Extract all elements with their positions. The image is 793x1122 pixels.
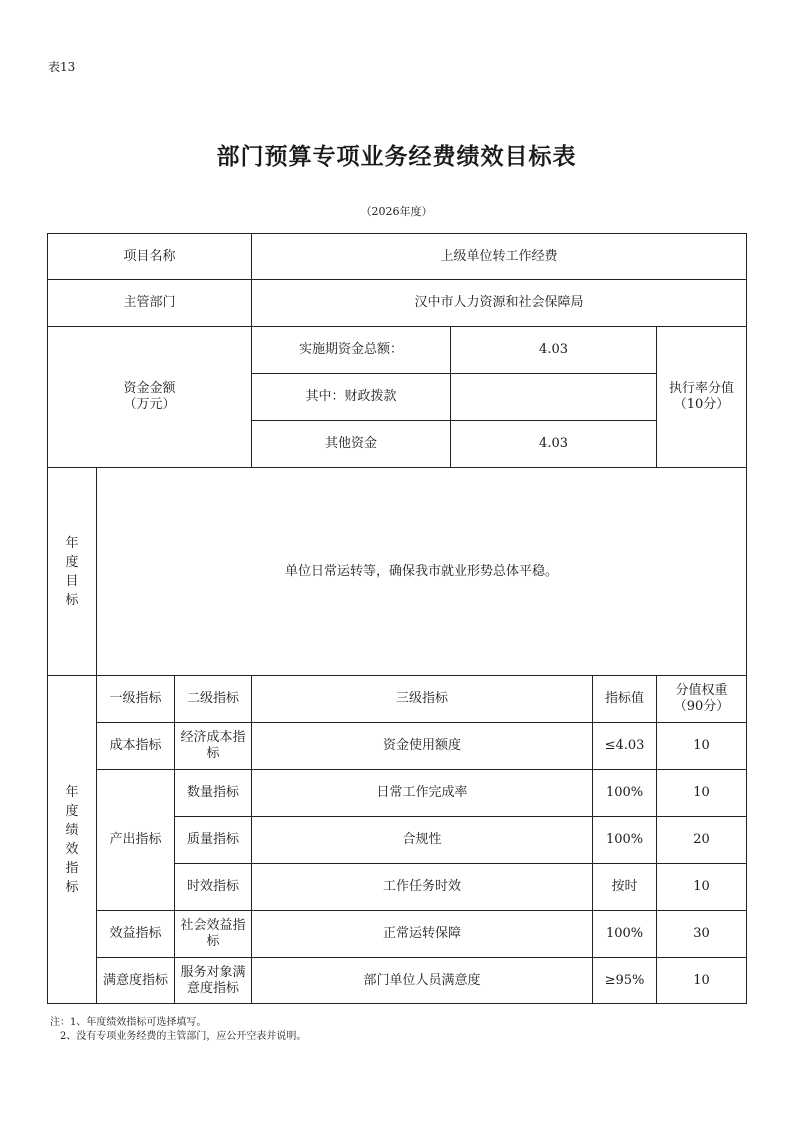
benefit-value: 100% [593, 911, 657, 958]
output-l3: 工作任务时效 [252, 864, 593, 911]
funds-fiscal-value [451, 374, 657, 421]
cost-value: ≤4.03 [593, 723, 657, 770]
indicators-side-label: 年度绩效指标 [48, 676, 97, 1004]
benefit-l2: 社会效益指标 [175, 911, 252, 958]
page-title: 部门预算专项业务经费绩效目标表 [216, 144, 577, 170]
funds-total-label: 实施期资金总额： [252, 327, 451, 374]
fiscal-year: （2026年度） [360, 205, 433, 218]
footnote-2: 2、没有专项业务经费的主管部门，应公开空表并说明。 [60, 1031, 307, 1042]
satisfaction-l1: 满意度指标 [97, 958, 175, 1004]
annual-goal-label: 年度目标 [48, 468, 97, 676]
cost-weight: 10 [657, 723, 747, 770]
table-row [48, 723, 747, 770]
satisfaction-value: ≥95% [593, 958, 657, 1004]
cost-l2: 经济成本指标 [175, 723, 252, 770]
department-value: 汉中市人力资源和社会保障局 [252, 280, 747, 327]
satisfaction-weight: 10 [657, 958, 747, 1004]
funds-other-label: 其他资金 [252, 421, 451, 468]
output-value: 100% [593, 817, 657, 864]
project-name-value: 上级单位转工作经费 [252, 234, 747, 280]
funds-fiscal-label: 其中：财政拨款 [252, 374, 451, 421]
header-level1: 一级指标 [97, 676, 175, 723]
execution-score-label: 执行率分值 （10分） [657, 327, 747, 468]
satisfaction-l2: 服务对象满意度指标 [175, 958, 252, 1004]
table-row [48, 958, 747, 1004]
funds-other-value: 4.03 [451, 421, 657, 468]
output-l3: 日常工作完成率 [252, 770, 593, 817]
cost-l3: 资金使用额度 [252, 723, 593, 770]
cost-l1: 成本指标 [97, 723, 175, 770]
footnotes [50, 1016, 306, 1044]
benefit-l3: 正常运转保障 [252, 911, 593, 958]
table-row [48, 911, 747, 958]
performance-target-table [47, 233, 747, 1004]
output-value: 按时 [593, 864, 657, 911]
footnote-1: 注：1、年度绩效指标可选择填写。 [50, 1017, 207, 1028]
header-level2: 二级指标 [175, 676, 252, 723]
output-l3: 合规性 [252, 817, 593, 864]
output-l1: 产出指标 [97, 770, 175, 911]
benefit-l1: 效益指标 [97, 911, 175, 958]
satisfaction-l3: 部门单位人员满意度 [252, 958, 593, 1004]
project-name-label: 项目名称 [48, 234, 252, 280]
department-label: 主管部门 [48, 280, 252, 327]
funds-label: 资金金额 （万元） [48, 327, 252, 468]
output-l2: 质量指标 [175, 817, 252, 864]
header-level3: 三级指标 [252, 676, 593, 723]
table-row [48, 770, 747, 817]
output-l2: 数量指标 [175, 770, 252, 817]
output-weight: 10 [657, 770, 747, 817]
benefit-weight: 30 [657, 911, 747, 958]
output-value: 100% [593, 770, 657, 817]
funds-total-value: 4.03 [451, 327, 657, 374]
document-tag: 表13 [48, 60, 76, 74]
header-weight: 分值权重 （90分） [657, 676, 747, 723]
annual-goal-text: 单位日常运转等，确保我市就业形势总体平稳。 [97, 468, 747, 676]
output-weight: 10 [657, 864, 747, 911]
output-weight: 20 [657, 817, 747, 864]
output-l2: 时效指标 [175, 864, 252, 911]
header-value: 指标值 [593, 676, 657, 723]
